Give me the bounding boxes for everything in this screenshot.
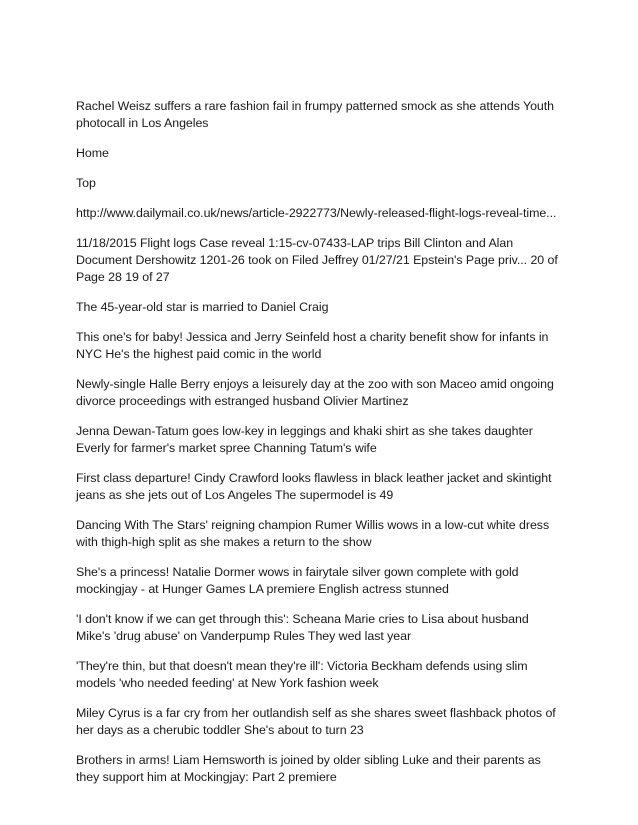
paragraph-halle-berry: Newly-single Halle Berry enjoys a leisurely day at the zoo with son Maceo amid ongoing divorce proceedings with estranged husband Olivier Martinez	[76, 377, 554, 408]
paragraph-natalie-dormer: She's a princess! Natalie Dormer wows in fairytale silver gown complete with gold mockingjay - at Hunger Games LA premiere English actress stunned	[76, 565, 519, 596]
paragraph-miley-cyrus: Miley Cyrus is a far cry from her outlandish self as she shares sweet flashback photos of her days as a cherubic toddler She's about to turn 23	[76, 706, 556, 737]
paragraph-top: Top	[76, 176, 96, 190]
paragraph-liam-hemsworth: Brothers in arms! Liam Hemsworth is joined by older sibling Luke and their parents as they support him at Mockingjay: Part 2 premiere	[76, 753, 541, 784]
paragraph-victoria-beckham: 'They're thin, but that doesn't mean they're ill': Victoria Beckham defends using slim models 'who needed feeding' at New York fashion week	[76, 659, 528, 690]
paragraph-article-url: http://www.dailymail.co.uk/news/article-2922773/Newly-released-flight-logs-reveal-time...	[76, 206, 557, 220]
paragraph-daniel-craig: The 45-year-old star is married to Daniel Craig	[76, 300, 329, 314]
paragraph-rachel-weisz: Rachel Weisz suffers a rare fashion fail in frumpy patterned smock as she attends Youth photocall in Los Angeles	[76, 99, 554, 130]
paragraph-flight-logs: 11/18/2015 Flight logs Case reveal 1:15-cv-07433-LAP trips Bill Clinton and Alan Document Dershowitz 1201-26 took on Filed Jeffrey 01/27/21 Epstein's Page priv... 20 of Page 28 19 of 27	[76, 236, 558, 284]
paragraph-seinfeld: This one's for baby! Jessica and Jerry Seinfeld host a charity benefit show for infants in NYC He's the highest paid comic in the world	[76, 330, 549, 361]
paragraph-scheana-marie: 'I don't know if we can get through this': Scheana Marie cries to Lisa about husband Mike's 'drug abuse' on Vanderpump Rules They wed last year	[76, 612, 529, 643]
paragraph-cindy-crawford: First class departure! Cindy Crawford looks flawless in black leather jacket and skintight jeans as she jets out of Los Angeles The supermodel is 49	[76, 471, 552, 502]
page-text-body	[76, 98, 564, 799]
paragraph-rumer-willis: Dancing With The Stars' reigning champion Rumer Willis wows in a low-cut white dress with thigh-high split as she makes a return to the show	[76, 518, 550, 549]
paragraph-jenna-dewan-tatum: Jenna Dewan-Tatum goes low-key in leggings and khaki shirt as she takes daughter Everly for farmer's market spree Channing Tatum's wife	[76, 424, 533, 455]
paragraph-home: Home	[76, 146, 109, 160]
